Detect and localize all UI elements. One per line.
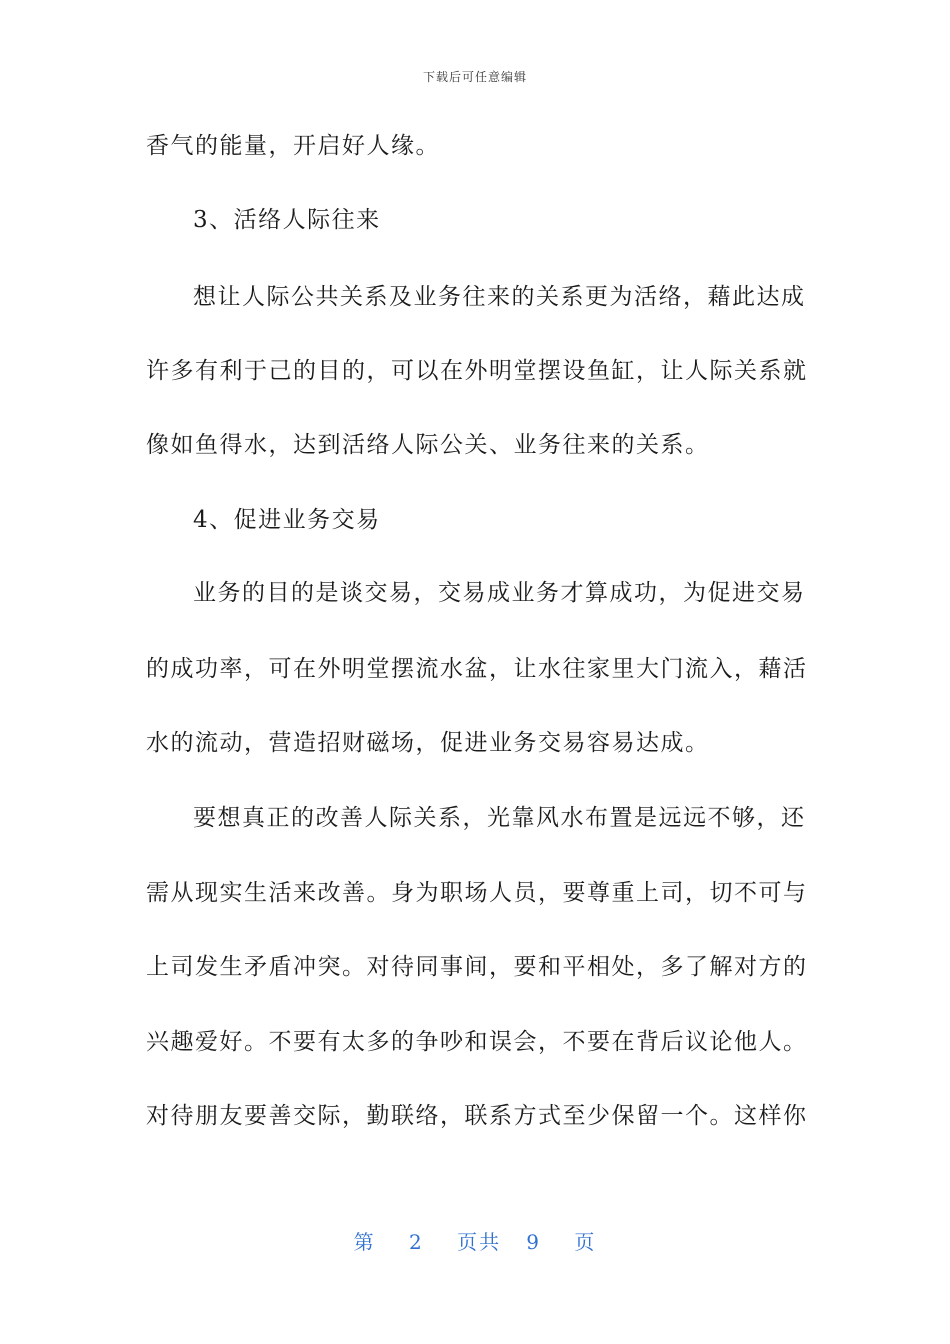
current-page-number: 2 [409, 1230, 424, 1254]
section-heading: 3、活络人际往来 [193, 207, 381, 233]
paragraph-line: 水的流动，营造招财磁场，促进业务交易容易达成。 [146, 730, 710, 756]
paragraph-line: 要想真正的改善人际关系，光靠风水布置是远远不够，还 [193, 805, 806, 831]
paragraph-line: 的成功率，可在外明堂摆流水盆，让水往家里大门流入，藉活 [146, 656, 808, 682]
page-number-footer [0, 1226, 950, 1255]
footer-suffix: 页 [574, 1230, 597, 1254]
paragraph-line: 兴趣爱好。不要有太多的争吵和误会，不要在背后议论他人。 [146, 1029, 808, 1055]
footer-prefix: 第 [353, 1230, 376, 1254]
paragraph-line: 业务的目的是谈交易，交易成业务才算成功，为促进交易 [193, 580, 806, 606]
paragraph-line: 像如鱼得水，达到活络人际公关、业务往来的关系。 [146, 432, 710, 458]
paragraph-line: 上司发生矛盾冲突。对待同事间，要和平相处，多了解对方的 [146, 954, 808, 980]
page-header-note: 下载后可任意编辑 [422, 70, 527, 84]
section-heading: 4、促进业务交易 [193, 507, 381, 533]
total-pages-number: 9 [526, 1230, 541, 1254]
paragraph-line: 想让人际公共关系及业务往来的关系更为活络，藉此达成 [193, 284, 806, 310]
text-line: 香气的能量，开启好人缘。 [146, 133, 440, 159]
paragraph-line: 许多有利于己的目的，可以在外明堂摆设鱼缸，让人际关系就 [146, 358, 808, 384]
paragraph-line: 需从现实生活来改善。身为职场人员，要尊重上司，切不可与 [146, 880, 808, 906]
paragraph-line: 对待朋友要善交际，勤联络，联系方式至少保留一个。这样你 [146, 1103, 808, 1129]
footer-mid: 页共 [457, 1230, 502, 1254]
